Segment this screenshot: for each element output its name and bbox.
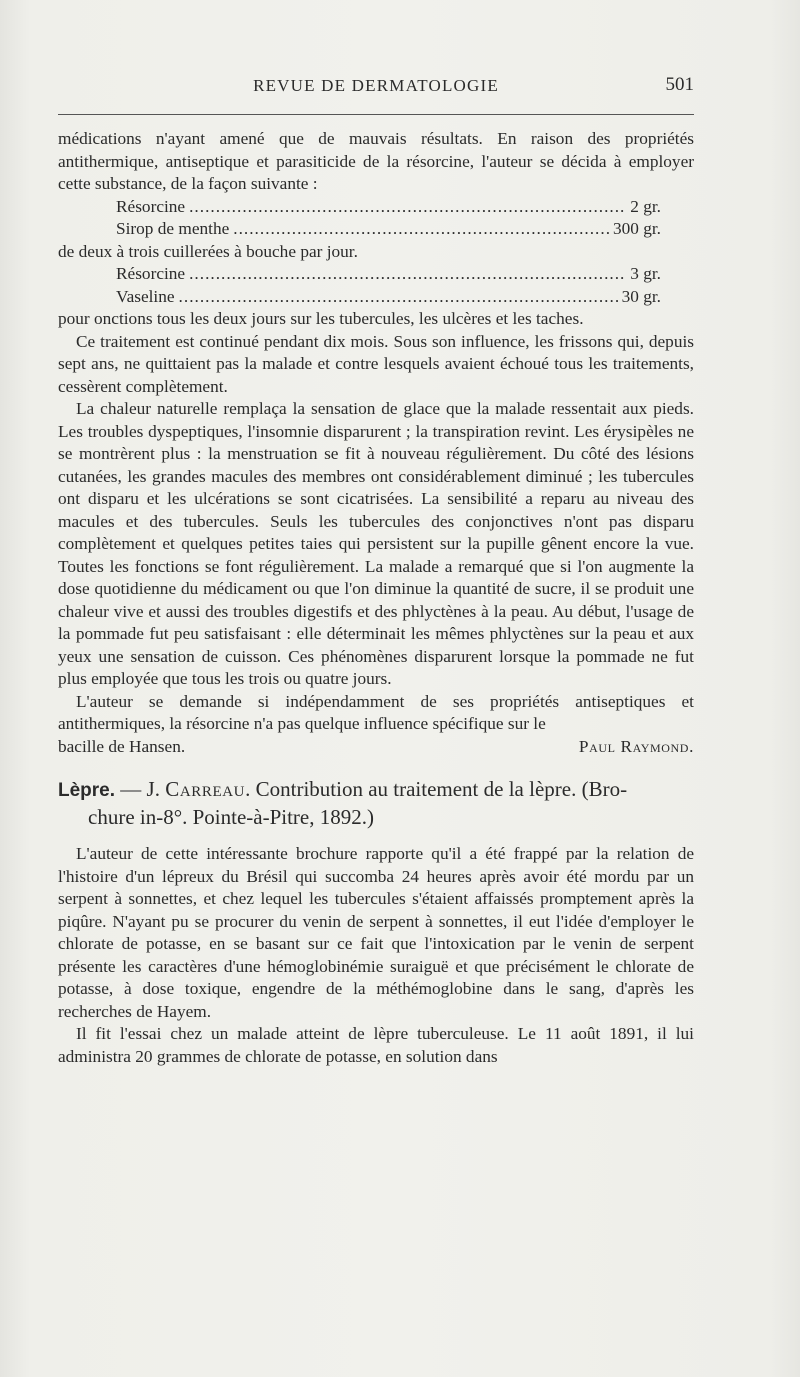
prescription-line [116, 218, 661, 241]
ingredient-quantity: 30 gr. [621, 286, 661, 306]
article-body [58, 128, 694, 1068]
leader-dots [189, 196, 626, 219]
leader-dots [179, 286, 618, 309]
leader-dots [189, 263, 626, 286]
prescription-line [116, 263, 661, 286]
section-heading [58, 776, 694, 831]
paragraph: L'auteur de cette intéressante brochure rapporte qu'il a été frappé par la relation de l'histoire d'un lépreux du Brésil qui succomba 24 heures après avoir été mordu par un serpent à sonnettes, et chez lequel les tubercules s'étaient affaissés promptement après la piqûre. N'ayant pu se procurer du venin de serpent à sonnettes, il eut l'idée d'employer le chlorate de potasse, en se basant sur ce fait que l'intoxication par le venin de serpent présente les caractères d'une hémoglobinémie suraiguë et que précisément le chlorate de potasse, à dose toxique, engendre de la méthémoglobine dans le sang, d'après les recherches de Hayem. [58, 844, 694, 1021]
journal-title: REVUE DE DERMATOLOGIE [253, 76, 499, 95]
paragraph: Il fit l'essai chez un malade atteint de lèpre tuberculeuse. Le 11 août 1891, il lui administra 20 grammes de chlorate de potasse, en solution dans [58, 1024, 694, 1066]
paragraph-end-with-signature [58, 736, 694, 759]
dosage-note: de deux à trois cuillerées à bouche par jour. [58, 241, 358, 261]
paragraph-end: bacille de Hansen. [58, 736, 186, 756]
section-title-continuation: chure in-8°. Pointe-à-Pitre, 1892.) [88, 805, 374, 829]
page-number: 501 [665, 74, 694, 95]
leader-dots [233, 218, 609, 241]
ingredient-name: Résorcine [116, 196, 186, 216]
running-header [58, 76, 694, 106]
paragraph: médications n'ayant amené que de mauvais résultats. En raison des propriétés antithermique, antiseptique et parasiticide de la résorcine, l'auteur se décida à employer cette substance, de la façon suivante : [58, 129, 694, 193]
dosage-note: pour onctions tous les deux jours sur les tubercules, les ulcères et les taches. [58, 309, 584, 328]
ingredient-name: Vaseline [116, 286, 175, 306]
header-rule [58, 114, 694, 115]
section-dash: — J. [115, 777, 166, 801]
paragraph: Ce traitement est continué pendant dix mois. Sous son influence, les frissons qui, depuis sept ans, ne quittaient pas la malade et contre lesquels avaient échoué tous les traitements, cessèrent complètement. [58, 331, 694, 396]
paragraph: L'auteur se demande si indépendamment de ses propriétés antiseptiques et antithermiques, la résorcine n'a pas quelque influence spécifique sur le [58, 691, 694, 733]
paragraph: La chaleur naturelle remplaça la sensation de glace que la malade ressentait aux pieds. Les troubles dyspeptiques, l'insomnie disparurent ; la transpiration revint. Les érysipèles ne se montrèrent plus : la menstruation se fit à nouveau régulièrement. Du côté des lésions cutanées, les grandes macules des membres ont considérablement diminué ; les tubercules ont disparu et les ulcérations se sont cicatrisées. La sensibilité a reparu au niveau des macules et des tubercules. Seuls les tubercules des conjonctives n'ont pas disparu complètement et quelques petites taies qui persistent sur la pupille gênent encore la vue. Toutes les fonctions se font régulièrement. La malade a remarqué que si l'on augmente la dose quotidienne du médicament ou que l'on diminue la quantité de sucre, il se produit une chaleur vive et aussi des troubles digestifs et des phlyctènes à la peau. Au début, l'usage de la pommade fut peu satisfaisant : elle déterminait les mêmes phlyctènes sur la peau et aux yeux une sensation de cuisson. Ces phénomènes disparurent lorsque la pommade ne fut plus employée que tous les trois ou quatre jours. [58, 399, 694, 688]
ingredient-name: Résorcine [116, 264, 186, 283]
ingredient-name: Sirop de menthe [116, 219, 230, 238]
prescription-line [116, 286, 661, 309]
ingredient-quantity: 3 gr. [630, 264, 661, 283]
section-author: Carreau [165, 777, 246, 801]
author-signature: Paul Raymond. [578, 736, 694, 756]
ingredient-quantity: 2 gr. [630, 196, 661, 216]
section-title-text: . Contribution au traitement de la lèpre. (Bro- [245, 777, 628, 801]
prescription-line [116, 196, 661, 219]
ingredient-quantity: 300 gr. [612, 219, 661, 238]
section-keyword: Lèpre. [58, 780, 116, 801]
